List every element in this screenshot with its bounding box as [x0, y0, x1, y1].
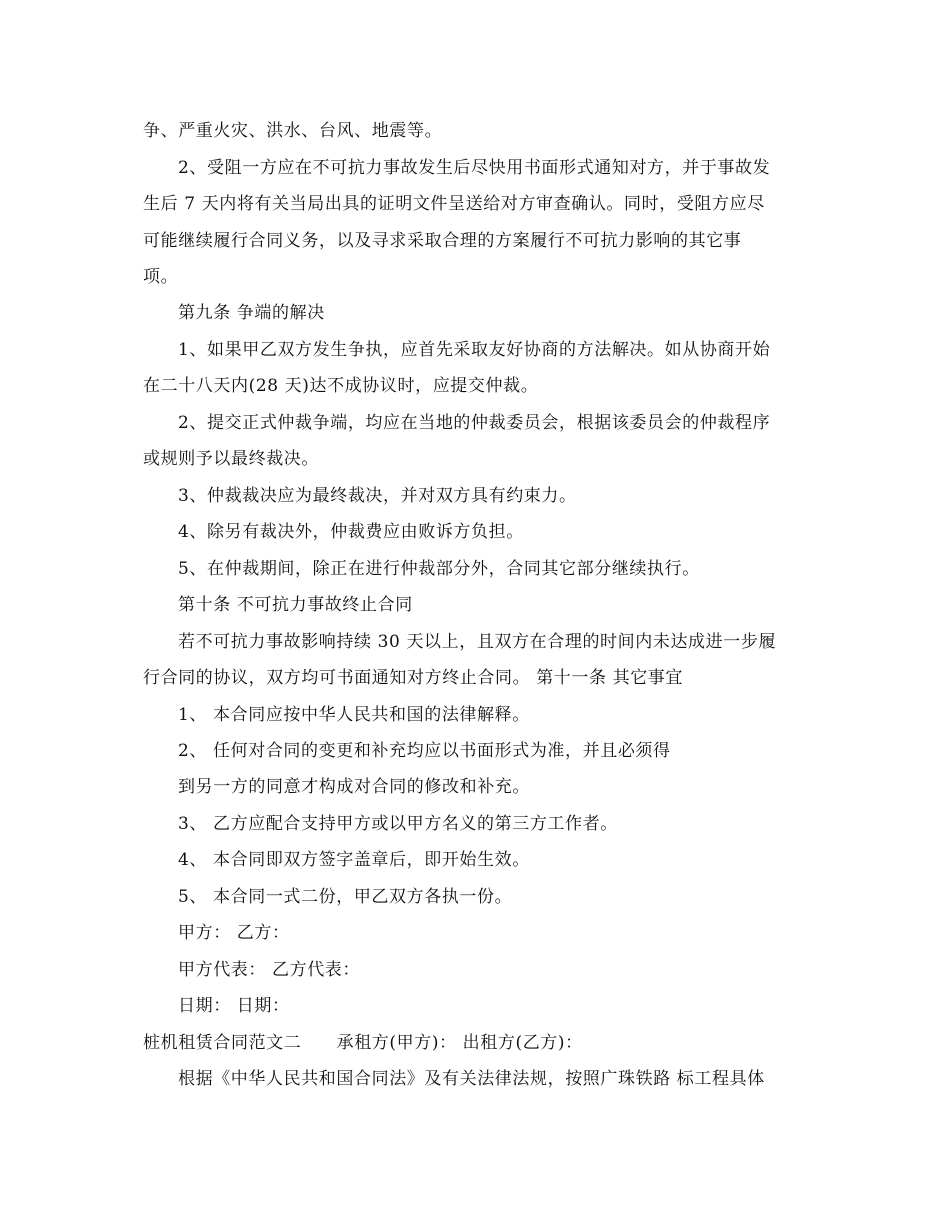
text-line: 2、受阻一方应在不可抗力事故发生后尽快用书面形式通知对方，并于事故发	[178, 158, 771, 178]
text-line: 若不可抗力事故影响持续 30 天以上，且双方在合理的时间内未达成进一步履	[178, 632, 777, 652]
text-line: 在二十八天内(28 天)达不成协议时，应提交仲裁。	[143, 376, 539, 396]
text-line: 2、提交正式仲裁争端，均应在当地的仲裁委员会，根据该委员会的仲裁程序	[178, 413, 771, 433]
text-line: 行合同的协议，双方均可书面通知对方终止合同。 第十一条 其它事宜	[143, 668, 684, 688]
text-line: 到另一方的同意才构成对合同的修改和补充。	[178, 777, 530, 797]
second-contract-title: 桩机租赁合同范文二 承租方(甲方)： 出租方(乙方)：	[143, 1033, 583, 1053]
text-line: 根据《中华人民共和国合同法》及有关法律法规，按照广珠铁路 标工程具体	[178, 1069, 765, 1089]
signature-party-line: 甲方： 乙方：	[178, 923, 290, 943]
section-heading: 第九条 争端的解决	[178, 303, 325, 323]
text-line: 1、 本合同应按中华人民共和国的法律解释。	[178, 705, 530, 725]
text-line: 可能继续履行合同义务，以及寻求采取合理的方案履行不可抗力影响的其它事	[143, 231, 742, 251]
text-line: 项。	[143, 267, 179, 287]
text-line: 4、除另有裁决外，仲裁费应由败诉方负担。	[178, 522, 524, 542]
text-line: 4、 本合同即双方签字盖章后，即开始生效。	[178, 850, 530, 870]
section-heading: 第十条 不可抗力事故终止合同	[178, 595, 413, 615]
text-line: 生后 7 天内将有关当局出具的证明文件呈送给对方审查确认。同时，受阻方应尽	[143, 194, 765, 214]
signature-representative-line: 甲方代表： 乙方代表：	[178, 960, 361, 980]
text-line: 3、 乙方应配合支持甲方或以甲方名义的第三方工作者。	[178, 814, 618, 834]
text-line: 或规则予以最终裁决。	[143, 449, 319, 469]
signature-date-line: 日期： 日期：	[178, 996, 290, 1016]
text-line: 3、仲裁裁决应为最终裁决，并对双方具有约束力。	[178, 486, 577, 506]
text-line: 1、如果甲乙双方发生争执，应首先采取友好协商的方法解决。如从协商开始	[178, 340, 771, 360]
text-line: 5、在仲裁期间，除正在进行仲裁部分外，合同其它部分继续执行。	[178, 559, 700, 579]
text-line: 争、严重火灾、洪水、台风、地震等。	[143, 121, 443, 141]
text-line: 2、 任何对合同的变更和补充均应以书面形式为准，并且必须得	[178, 741, 671, 761]
text-line: 5、 本合同一式二份，甲乙双方各执一份。	[178, 887, 513, 907]
